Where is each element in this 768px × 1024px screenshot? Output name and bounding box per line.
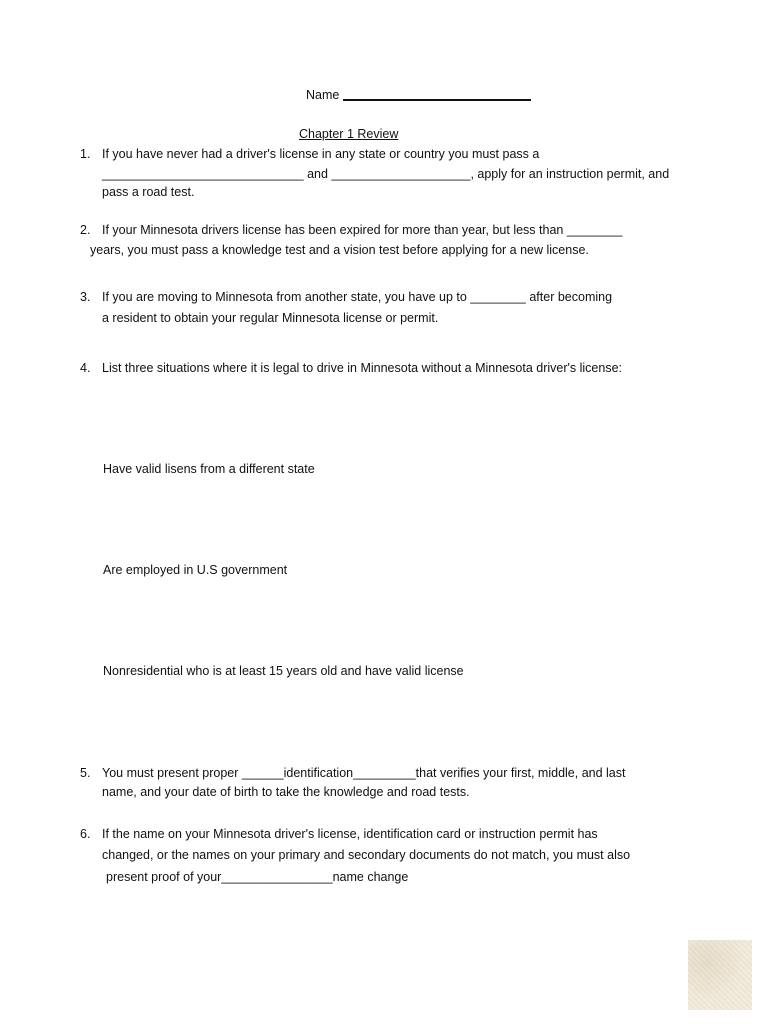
name-label: Name [306,88,340,102]
question-text: years, you must pass a knowledge test and a vision test before applying for a new license. [90,243,589,257]
question-number: 1. [80,147,91,161]
question-text: If the name on your Minnesota driver's license, identification card or instruction permit has [102,827,598,841]
question-text: List three situations where it is legal to drive in Minnesota without a Minnesota driver's license: [102,361,623,375]
question-text: If your Minnesota drivers license has been expired for more than year, but less than ________ [102,223,623,237]
question-number: 6. [80,827,91,841]
question-text: name, and your date of birth to take the knowledge and road tests. [102,785,470,799]
question-number: 2. [80,223,91,237]
question-number: 5. [80,766,91,780]
question-number: 3. [80,290,91,304]
answer-text: Are employed in U.S government [103,563,288,577]
question-text: pass a road test. [102,185,195,199]
question-text: a resident to obtain your regular Minnesota license or permit. [102,311,439,325]
name-blank[interactable] [343,99,531,101]
answer-text: Have valid lisens from a different state [103,462,315,476]
page-title: Chapter 1 Review [299,127,399,141]
question-number: 4. [80,361,91,375]
question-text: changed, or the names on your primary and secondary documents do not match, you must also [102,848,631,862]
question-text: If you are moving to Minnesota from another state, you have up to ________ after becoming [102,290,613,304]
question-text: _____________________________ and ____________________, apply for an instruction permit, and [102,167,670,181]
name-field [306,87,531,103]
question-text: You must present proper ______identification_________that verifies your first, middle, and last [102,766,626,780]
paper-texture-stain [688,940,752,1010]
answer-text: Nonresidential who is at least 15 years old and have valid license [103,664,464,678]
question-text: If you have never had a driver's license in any state or country you must pass a [102,147,540,161]
question-text: present proof of your________________name change [106,870,409,884]
